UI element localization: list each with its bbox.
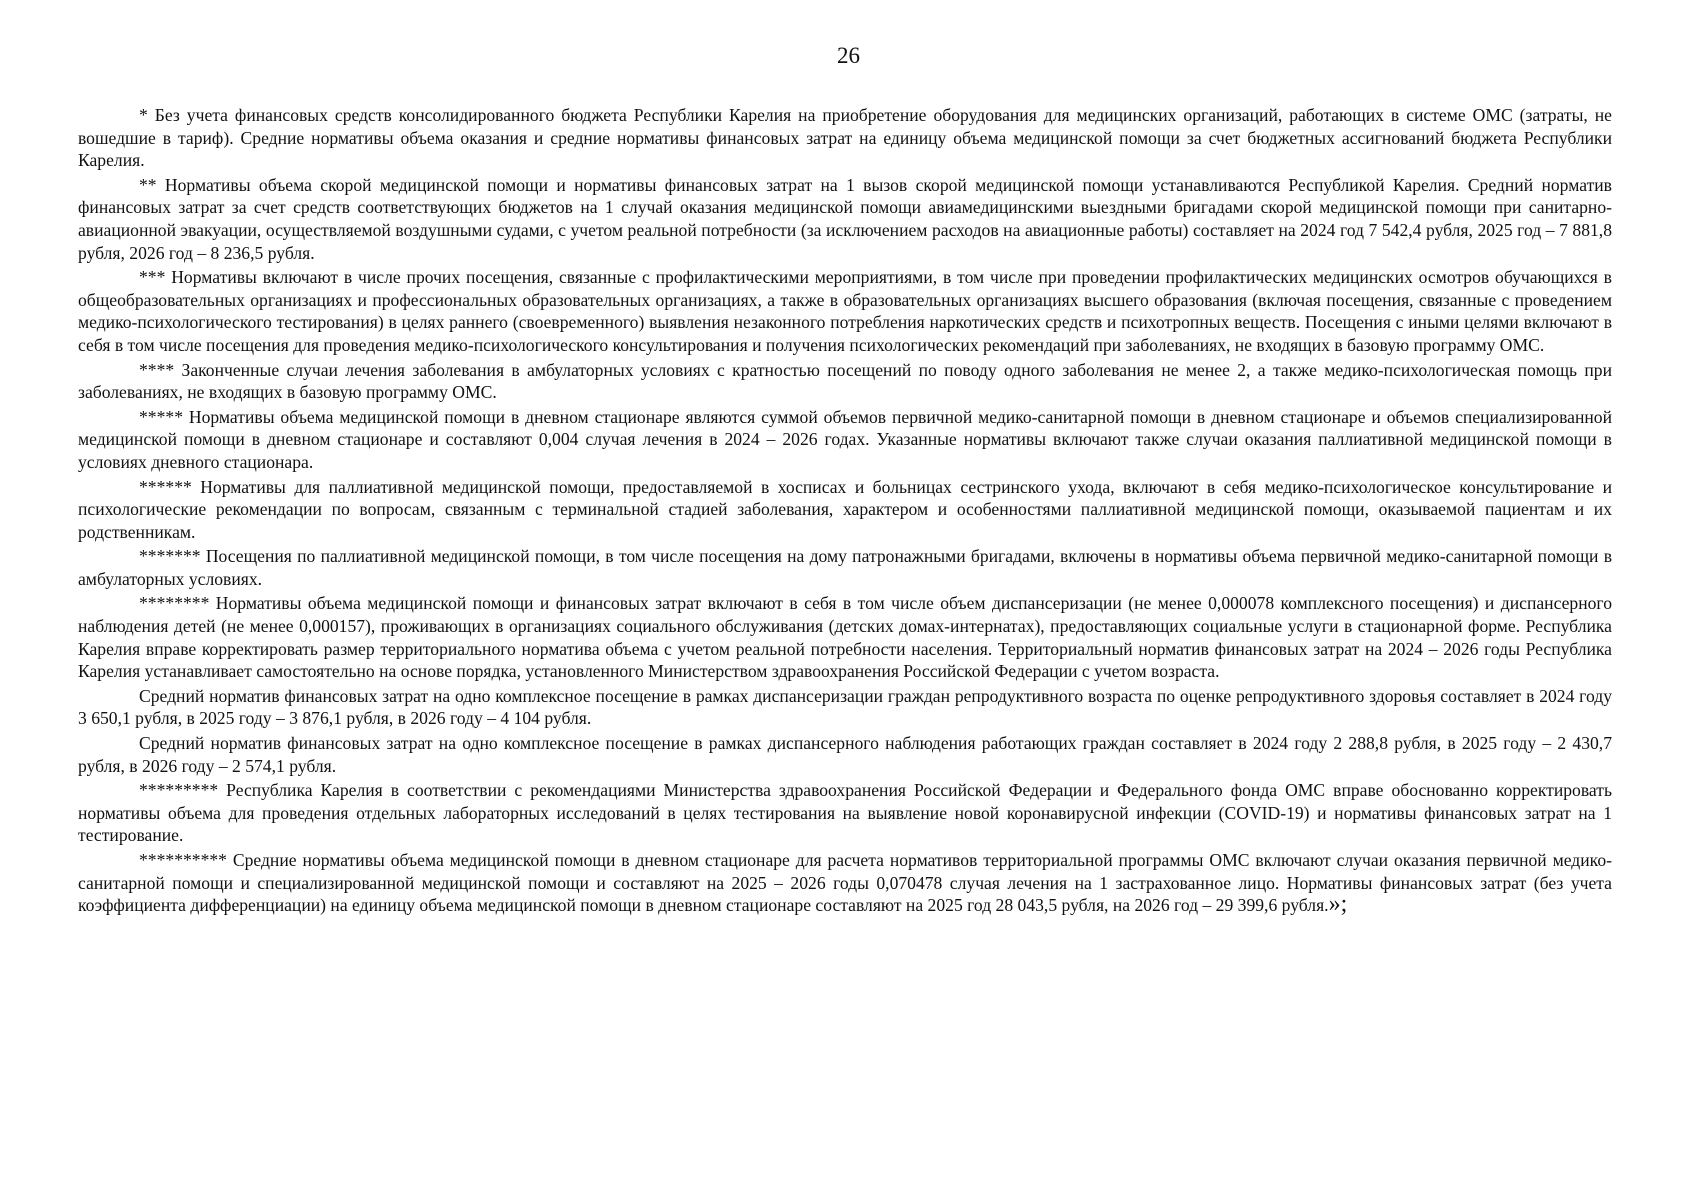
- footnote-6: ****** Нормативы для паллиативной медицинской помощи, предоставляемой в хосписах и больницах сестринского ухода, включают в себя медико-психологическое консультирование и психологические рекомендации по вопросам, связанным с терминальной стадией заболевания, характером и особенностями паллиативной медицинской помощи, оказываемой пациентам и их родственникам.: [78, 476, 1612, 542]
- footnote-5: ***** Нормативы объема медицинской помощи в дневном стационаре являются суммой объемов первичной медико-санитарной помощи в дневном стационаре и объемов специализированной медицинской помощи в дневном стационаре и составляют 0,004 случая лечения в 2024 – 2026 годах. Указанные нормативы включают также случаи оказания паллиативной медицинской помощи в условиях дневного стационара.: [78, 406, 1612, 472]
- footnote-2: ** Нормативы объема скорой медицинской помощи и нормативы финансовых затрат на 1 вызов скорой медицинской помощи устанавливаются Республикой Карелия. Средний норматив финансовых затрат за счет средств соответствующих бюджетов на 1 случай оказания медицинской помощи авиамедицинскими выездными бригадами скорой медицинской помощи при санитарно-авиационной эвакуации, осуществляемой воздушными судами, с учетом реальной потребности (за исключением расходов на авиационные работы) составляет на 2024 год 7 542,4 рубля, 2025 год – 7 881,8 рубля, 2026 год – 8 236,5 рубля.: [78, 174, 1612, 263]
- closing-quote-mark: »;: [1328, 891, 1348, 918]
- footnote-1: * Без учета финансовых средств консолидированного бюджета Республики Карелия на приобретение оборудования для медицинских организаций, работающих в системе ОМС (затраты, не вошедшие в тариф). Средние нормативы объема оказания и средние нормативы финансовых затрат на единицу объема медицинской помощи за счет бюджетных ассигнований бюджета Республики Карелия.: [78, 105, 1612, 171]
- footnote-9: ********* Республика Карелия в соответствии с рекомендациями Министерства здравоохранения Российской Федерации и Федерального фонда ОМС вправе обоснованно корректировать нормативы объема для проведения отдельных лабораторных исследований в целях тестирования на выявление новой коронавирусной инфекции (COVID-19) и нормативы финансовых затрат на 1 тестирование.: [78, 780, 1612, 846]
- footnote-8-working-citizens-paragraph: Средний норматив финансовых затрат на одно комплексное посещение в рамках диспансерного наблюдения работающих граждан составляет в 2024 году 2 288,8 рубля, в 2025 году – 2 430,7 рубля, в 2026 году – 2 574,1 рубля.: [78, 733, 1612, 776]
- footnotes-section: [78, 104, 1612, 919]
- footnote-7: ******* Посещения по паллиативной медицинской помощи, в том числе посещения на дому патронажными бригадами, включены в нормативы объема первичной медико-санитарной помощи в амбулаторных условиях.: [78, 546, 1612, 589]
- footnote-8: ******** Нормативы объема медицинской помощи и финансовых затрат включают в себя в том числе объем диспансеризации (не менее 0,000078 комплексного посещения) и диспансерного наблюдения детей (не менее 0,000157), проживающих в организациях социального обслуживания (детских домах-интернатах), предоставляющих социальные услуги в стационарной форме. Республика Карелия вправе корректировать размер территориального норматива объема с учетом реальной потребности населения. Территориальный норматив финансовых затрат на 2024 – 2026 годы Республика Карелия устанавливает самостоятельно на основе порядка, установленного Министерством здравоохранения Российской Федерации с учетом возраста.: [78, 593, 1612, 682]
- footnote-8-reproductive-paragraph: Средний норматив финансовых затрат на одно комплексное посещение в рамках диспансеризации граждан репродуктивного возраста по оценке репродуктивного здоровья составляет в 2024 году 3 650,1 рубля, в 2025 году – 3 876,1 рубля, в 2026 году – 4 104 рубля.: [78, 685, 1612, 729]
- page-number: 26: [837, 43, 860, 68]
- footnote-10-text: ********** Средние нормативы объема медицинской помощи в дневном стационаре для расчета нормативов территориальной программы ОМС включают случаи оказания первичной медико-санитарной помощи и специализированной медицинской помощи и составляют на 2025 – 2026 годы 0,070478 случая лечения на 1 застрахованное лицо. Нормативы финансовых затрат (без учета коэффициента дифференциации) на единицу объема медицинской помощи в дневном стационаре составляют на 2025 год 28 043,5 рубля, на 2026 год – 29 399,6 рубля.: [78, 850, 1612, 916]
- footnote-10: [78, 849, 1612, 917]
- footnote-4: **** Законченные случаи лечения заболевания в амбулаторных условиях с кратностью посещений по поводу одного заболевания не менее 2, а также медико-психологическая помощь при заболеваниях, не входящих в базовую программу ОМС.: [78, 359, 1612, 403]
- footnote-3: *** Нормативы включают в числе прочих посещения, связанные с профилактическими мероприятиями, в том числе при проведении профилактических медицинских осмотров обучающихся в общеобразовательных организациях и профессиональных образовательных организациях, а также в образовательных организациях высшего образования (включая посещения, связанные с проведением медико-психологического тестирования) в целях раннего (своевременного) выявления незаконного потребления наркотических средств и психотропных веществ. Посещения с иными целями включают в себя в том числе посещения для проведения медико-психологического консультирования и получения психологических рекомендаций при заболеваниях, не входящих в базовую программу ОМС.: [78, 267, 1612, 355]
